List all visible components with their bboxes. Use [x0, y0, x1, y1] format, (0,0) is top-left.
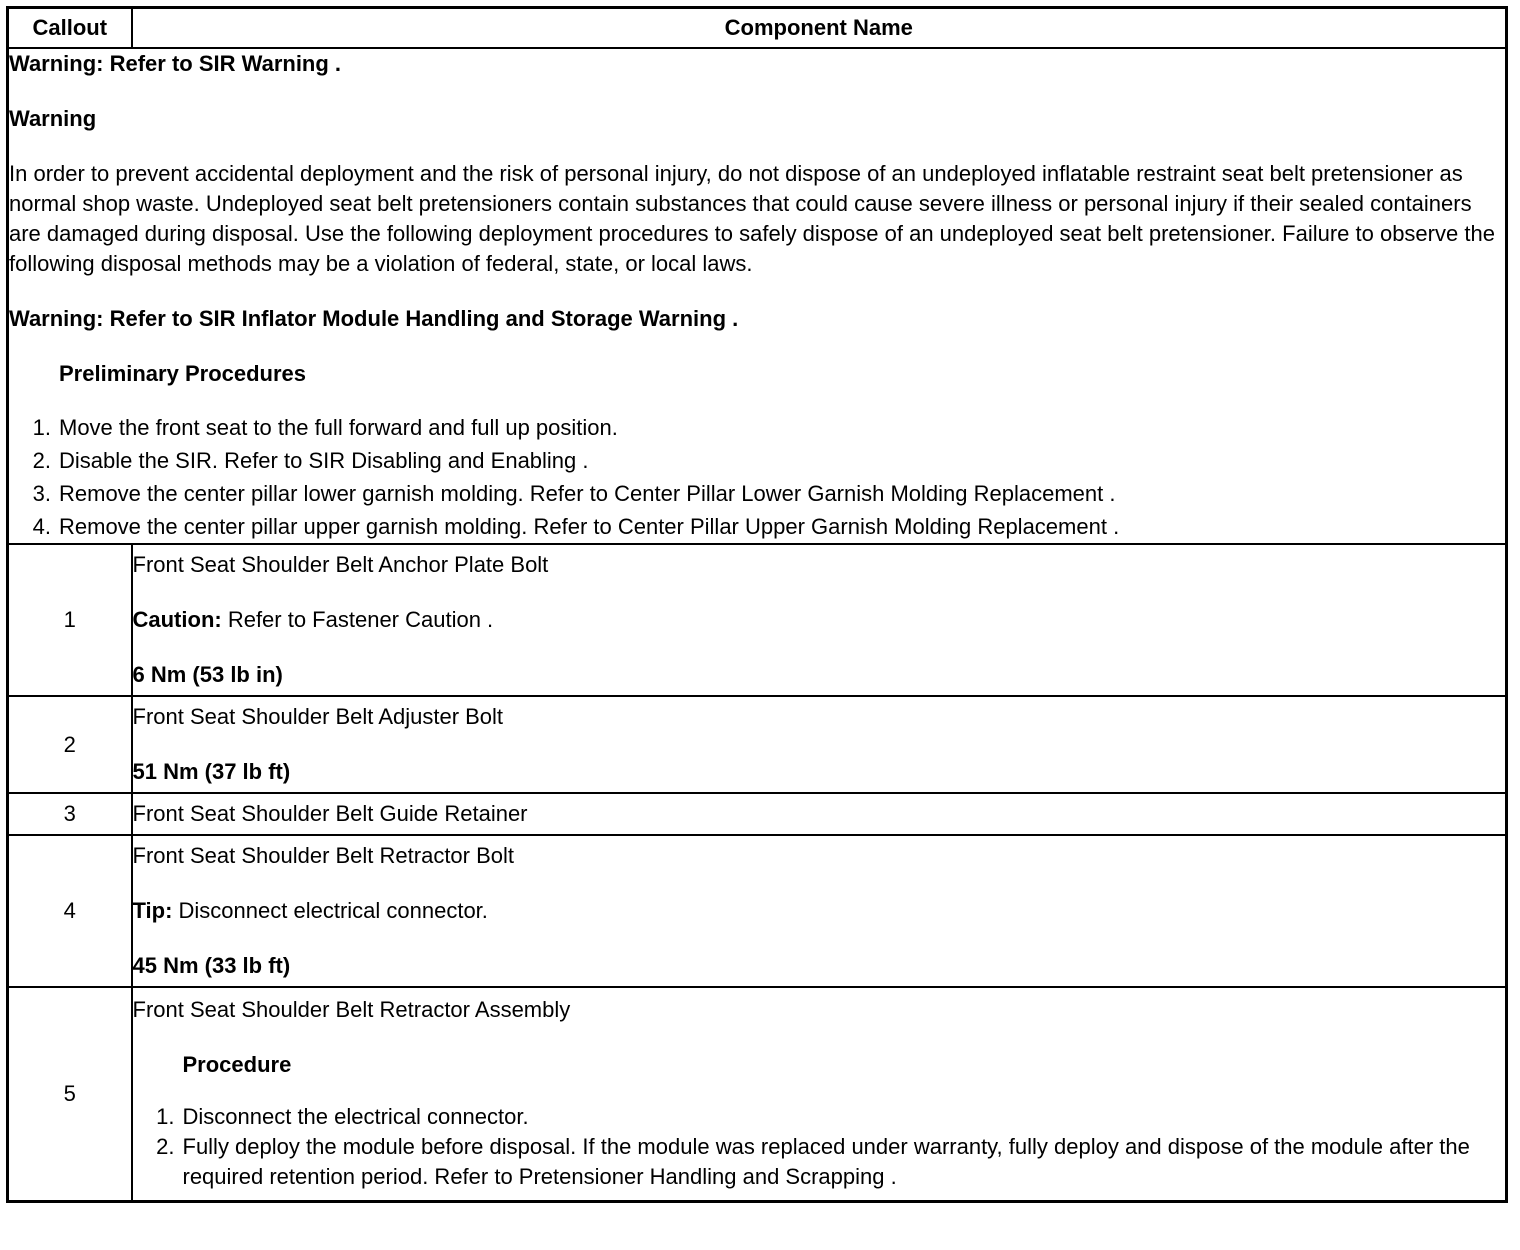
table-row: [8, 696, 1507, 793]
component-name: Front Seat Shoulder Belt Anchor Plate Bolt: [132, 552, 549, 577]
torque-spec: 51 Nm (37 lb ft): [132, 759, 291, 784]
callout-cell: 2: [8, 696, 132, 793]
component-table: [6, 6, 1508, 1203]
warning-row: [8, 48, 1507, 544]
component-cell: [132, 835, 1507, 987]
callout-header: Callout: [8, 8, 132, 49]
component-name: Front Seat Shoulder Belt Retractor Assembly: [132, 997, 571, 1023]
component-cell: [132, 544, 1507, 696]
sir-warning-reference: Warning: Refer to SIR Warning .: [9, 51, 342, 76]
callout-cell: 4: [8, 835, 132, 987]
callout-cell: 5: [8, 987, 132, 1201]
torque-spec: 6 Nm (53 lb in): [132, 662, 283, 687]
component-name-header: Component Name: [132, 8, 1507, 49]
list-item: 2. Disable the SIR. Refer to SIR Disabling and Enabling .: [32, 448, 589, 473]
callout-cell: 1: [8, 544, 132, 696]
list-item: 2. Fully deploy the module before disposal. If the module was replaced under warranty, fully deploy and dispose of the module after the required retention period. Refer to Pretensioner Handling and Scrapping .: [156, 1134, 1470, 1190]
warning-text: In order to prevent accidental deployment and the risk of personal injury, do not dispose of an undeployed inflatable restraint seat belt pretensioner as normal shop waste. Undeployed seat belt pretensioners contain substances that could cause severe illness or personal injury if their sealed containers are damaged during disposal. Use the following deployment procedures to safely dispose of an undeployed seat belt pretensioner. Failure to observe the following disposal methods may be a violation of federal, state, or local laws.: [9, 161, 1495, 276]
component-name: Front Seat Shoulder Belt Retractor Bolt: [132, 843, 515, 868]
procedure-title: Procedure: [182, 1052, 292, 1078]
warning-title: Warning: [9, 106, 97, 131]
caution-note: Caution: Refer to Fastener Caution .: [132, 607, 494, 632]
table-row: [8, 793, 1507, 835]
list-item: 1. Move the front seat to the full forward and full up position.: [32, 415, 618, 440]
table-row: [8, 544, 1507, 696]
preliminary-procedures-title: Preliminary Procedures: [59, 361, 307, 386]
torque-spec: 45 Nm (33 lb ft): [132, 953, 291, 978]
list-item: 4. Remove the center pillar upper garnish molding. Refer to Center Pillar Upper Garnish Molding Replacement .: [32, 514, 1120, 539]
warning-block: [8, 48, 1507, 544]
table-row: [8, 835, 1507, 987]
procedure-steps: [133, 1102, 1506, 1192]
component-name: Front Seat Shoulder Belt Guide Retainer: [132, 801, 528, 826]
tip-note: Tip: Disconnect electrical connector.: [132, 898, 488, 923]
list-item: 3. Remove the center pillar lower garnish molding. Refer to Center Pillar Lower Garnish Molding Replacement .: [32, 481, 1116, 506]
preliminary-steps: [9, 411, 1505, 543]
component-name: Front Seat Shoulder Belt Adjuster Bolt: [132, 704, 504, 729]
component-cell: [132, 987, 1507, 1201]
table-row: [8, 987, 1507, 1201]
callout-cell: 3: [8, 793, 132, 835]
inflator-warning-reference: Warning: Refer to SIR Inflator Module Handling and Storage Warning .: [9, 306, 739, 331]
component-cell: [132, 696, 1507, 793]
list-item: 1. Disconnect the electrical connector.: [156, 1104, 529, 1130]
component-cell: [132, 793, 1507, 835]
header-row: [8, 8, 1507, 49]
